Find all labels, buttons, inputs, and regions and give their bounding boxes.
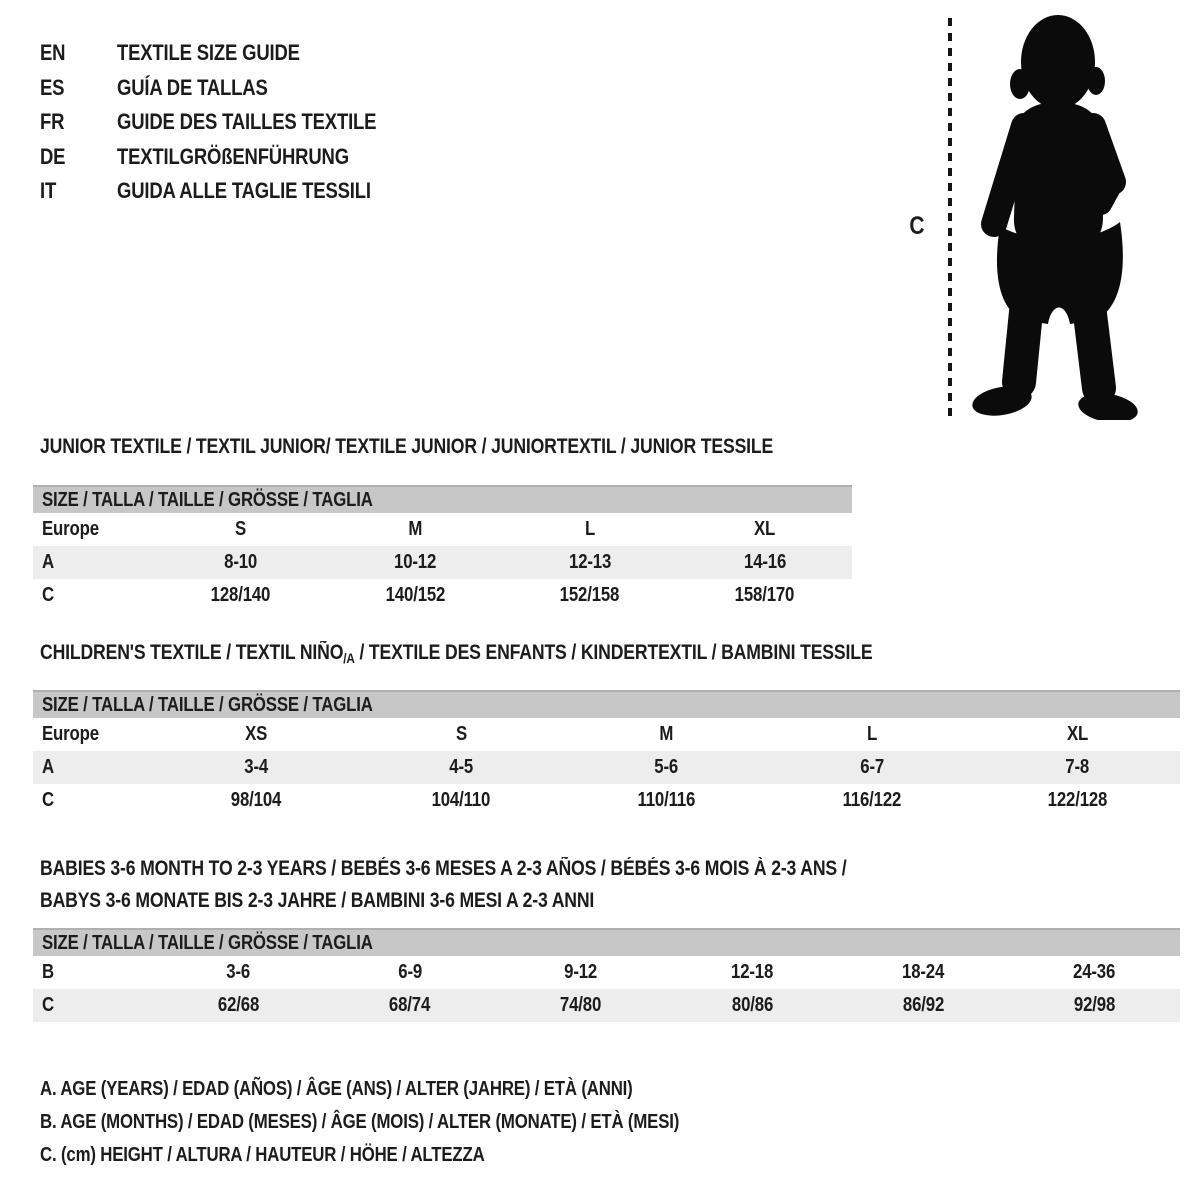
- size-header-label: SIZE / TALLA / TAILLE / GRÖSSE / TAGLIA: [42, 931, 373, 954]
- table-row: [33, 989, 1180, 1022]
- children-section-title-text: CHILDREN'S TEXTILE / TEXTIL NIÑO/A / TEXTILE DES ENFANTS / KINDERTEXTIL / BAMBINI TESSILE: [40, 641, 873, 666]
- table-row: [33, 956, 1180, 989]
- legend: [40, 1073, 801, 1172]
- cell: M: [408, 518, 423, 540]
- size-header-label: SIZE / TALLA / TAILLE / GRÖSSE / TAGLIA: [42, 488, 373, 511]
- cell: 6-7: [859, 756, 884, 778]
- size-header-label: SIZE / TALLA / TAILLE / GRÖSSE / TAGLIA: [42, 693, 373, 716]
- cell: 110/116: [637, 789, 696, 811]
- cell: 74/80: [560, 994, 602, 1016]
- row-label: C: [42, 994, 54, 1016]
- cell: 128/140: [210, 584, 271, 606]
- cell: 8-10: [223, 551, 257, 573]
- language-label: TEXTILGRÖßENFÜHRUNG: [117, 143, 349, 169]
- cell: 12-18: [731, 961, 774, 983]
- junior-section-title-text: JUNIOR TEXTILE / TEXTIL JUNIOR/ TEXTILE JUNIOR / JUNIORTEXTIL / JUNIOR TESSILE: [40, 435, 774, 458]
- cell: 12-13: [568, 551, 611, 573]
- babies-section-title: [40, 853, 1000, 917]
- cell: 116/122: [842, 789, 902, 811]
- row-label: Europe: [42, 723, 99, 745]
- height-measure-dashed-line: [948, 18, 952, 417]
- legend-line-c: C. (cm) HEIGHT / ALTURA / HAUTEUR / HÖHE / ALTEZZA: [40, 1144, 485, 1166]
- babies-size-table: [33, 928, 1180, 1022]
- babies-size-header-bar: [33, 928, 1180, 956]
- cell: M: [659, 723, 674, 745]
- row-label: C: [42, 789, 54, 811]
- language-label: GUIDE DES TAILLES TEXTILE: [117, 109, 377, 135]
- table-row: [33, 784, 1180, 817]
- cell: 62/68: [217, 994, 260, 1016]
- babies-title-line2: BABYS 3-6 MONATE BIS 2-3 JAHRE / BAMBINI 3-6 MESI A 2-3 ANNI: [40, 889, 595, 912]
- language-row: [40, 140, 426, 175]
- cell: 158/170: [734, 584, 795, 606]
- language-code: IT: [40, 178, 57, 204]
- cell: 10-12: [394, 551, 437, 573]
- junior-size-header-bar: [33, 485, 852, 513]
- language-row: [40, 174, 426, 209]
- cell: 3-6: [226, 961, 251, 983]
- cell: 104/110: [431, 789, 491, 811]
- baby-silhouette-illustration: [962, 12, 1142, 420]
- cell: XS: [244, 723, 267, 745]
- language-code: FR: [40, 109, 65, 135]
- junior-size-table: [33, 485, 852, 612]
- cell: 24-36: [1073, 961, 1116, 983]
- children-size-header-bar: [33, 690, 1180, 718]
- cell: XL: [1066, 723, 1088, 745]
- legend-line-a: A. AGE (YEARS) / EDAD (AÑOS) / ÂGE (ANS) / ALTER (JAHRE) / ETÀ (ANNI): [40, 1078, 633, 1100]
- row-label: C: [42, 584, 54, 606]
- cell: 152/158: [560, 584, 620, 606]
- row-label: A: [42, 551, 54, 573]
- legend-line-b: B. AGE (MONTHS) / EDAD (MESES) / ÂGE (MOIS) / ALTER (MONATE) / ETÀ (MESI): [40, 1111, 680, 1133]
- table-row: [33, 579, 852, 612]
- cell: 86/92: [902, 994, 944, 1016]
- row-label: B: [42, 961, 54, 983]
- cell: 14-16: [743, 551, 786, 573]
- language-label: GUIDA ALLE TAGLIE TESSILI: [117, 178, 371, 204]
- language-code: DE: [40, 143, 66, 169]
- row-label: A: [42, 756, 54, 778]
- table-row: [33, 513, 852, 546]
- row-label: Europe: [42, 518, 99, 540]
- children-size-table: [33, 690, 1180, 817]
- cell: S: [234, 518, 246, 540]
- language-label: TEXTILE SIZE GUIDE: [117, 40, 300, 66]
- cell: L: [584, 518, 595, 540]
- cell: 18-24: [902, 961, 945, 983]
- babies-title-line1: BABIES 3-6 MONTH TO 2-3 YEARS / BEBÉS 3-6 MESES A 2-3 AÑOS / BÉBÉS 3-6 MOIS À 2-3 ANS /: [40, 857, 847, 880]
- language-row: [40, 105, 426, 140]
- language-row: [40, 71, 426, 106]
- table-row: [33, 546, 852, 579]
- cell: 122/128: [1047, 789, 1108, 811]
- language-code: EN: [40, 40, 66, 66]
- language-code: ES: [40, 74, 65, 100]
- table-row: [33, 751, 1180, 784]
- cell: XL: [754, 518, 776, 540]
- cell: 6-9: [397, 961, 422, 983]
- cell: 92/98: [1073, 994, 1116, 1016]
- cell: 3-4: [243, 756, 268, 778]
- cell: 4-5: [449, 756, 473, 778]
- cell: 5-6: [654, 756, 679, 778]
- cell: 140/152: [385, 584, 445, 606]
- cell: 9-12: [564, 961, 598, 983]
- height-measure-label: C: [909, 212, 925, 240]
- cell: 68/74: [389, 994, 431, 1016]
- title-subscript: /A: [343, 650, 355, 666]
- language-header: [40, 36, 426, 209]
- cell: S: [455, 723, 467, 745]
- children-section-title: [40, 641, 1031, 666]
- table-row: [33, 718, 1180, 751]
- cell: 80/86: [731, 994, 773, 1016]
- cell: L: [866, 723, 877, 745]
- language-row: [40, 36, 426, 71]
- junior-section-title: [40, 435, 913, 459]
- cell: 98/104: [230, 789, 281, 811]
- cell: 7-8: [1065, 756, 1090, 778]
- language-label: GUÍA DE TALLAS: [117, 74, 268, 100]
